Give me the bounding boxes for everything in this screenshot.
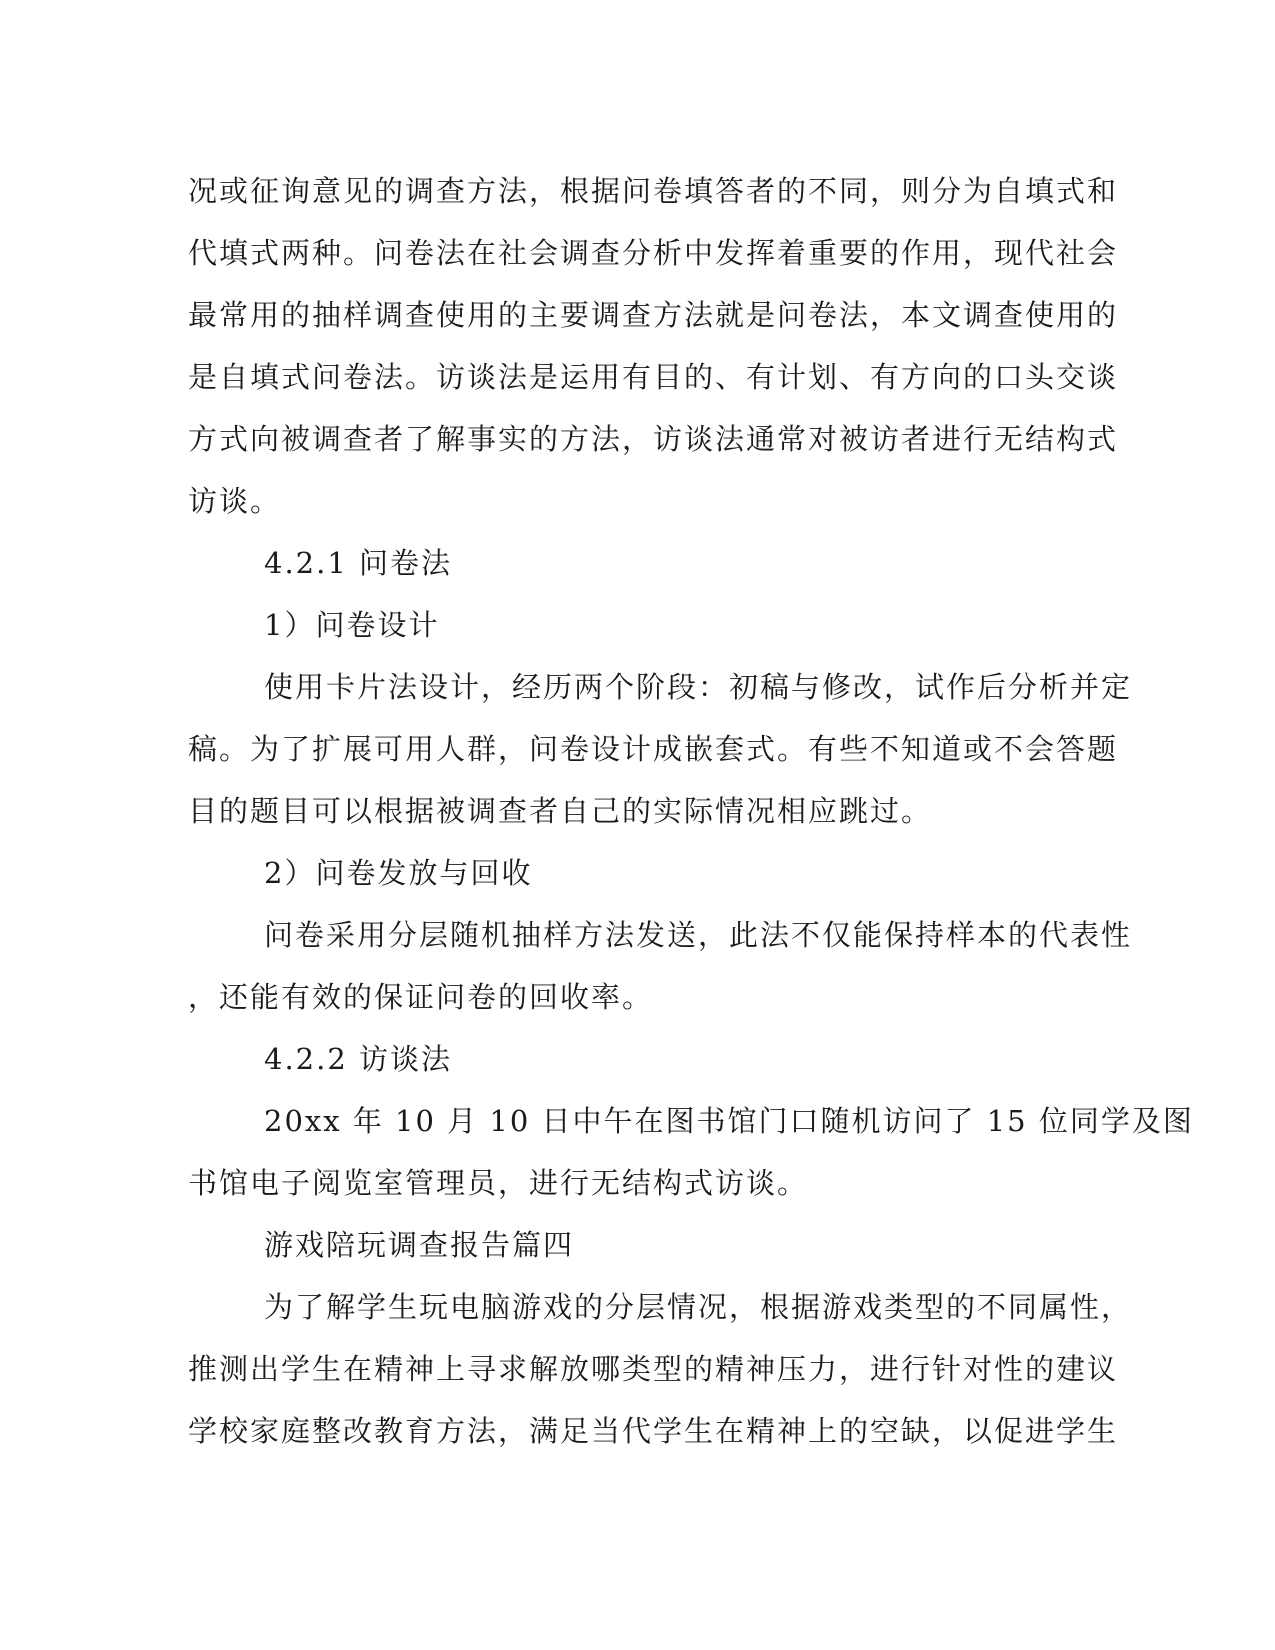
- subsection-heading-distribution: 2）问卷发放与回收: [264, 856, 533, 890]
- report-section-title: 游戏陪玩调查报告篇四: [264, 1228, 575, 1262]
- body-text-line: 最常用的抽样调查使用的主要调查方法就是问卷法，本文调查使用的: [188, 298, 1119, 332]
- subsection-heading-questionnaire-design: 1）问卷设计: [264, 608, 440, 642]
- body-text-line: ，还能有效的保证问卷的回收率。: [188, 980, 654, 1014]
- section-heading-4-2-2: 4.2.2 访谈法: [264, 1042, 453, 1076]
- paragraph-first-line: 为了解学生玩电脑游戏的分层情况，根据游戏类型的不同属性，: [264, 1290, 1133, 1324]
- body-text-line: 况或征询意见的调查方法，根据问卷填答者的不同，则分为自填式和: [188, 174, 1119, 208]
- body-text-line: 代填式两种。问卷法在社会调查分析中发挥着重要的作用，现代社会: [188, 236, 1119, 270]
- body-text-line: 目的题目可以根据被调查者自己的实际情况相应跳过。: [188, 794, 933, 828]
- body-text-line: 推测出学生在精神上寻求解放哪类型的精神压力，进行针对性的建议: [188, 1352, 1119, 1386]
- body-text-line: 方式向被调查者了解事实的方法，访谈法通常对被访者进行无结构式: [188, 422, 1119, 456]
- body-text-line: 学校家庭整改教育方法，满足当代学生在精神上的空缺，以促进学生: [188, 1414, 1119, 1448]
- section-heading-4-2-1: 4.2.1 问卷法: [264, 546, 453, 580]
- document-body: [188, 160, 1194, 1462]
- body-text-line: 访谈。: [188, 484, 282, 518]
- paragraph-first-line: 使用卡片法设计，经历两个阶段：初稿与修改，试作后分析并定: [264, 670, 1133, 704]
- paragraph-first-line: 20xx 年 10 月 10 日中午在图书馆门口随机访问了 15 位同学及图: [264, 1104, 1194, 1138]
- body-text-line: 是自填式问卷法。访谈法是运用有目的、有计划、有方向的口头交谈: [188, 360, 1119, 394]
- body-text-line: 稿。为了扩展可用人群，问卷设计成嵌套式。有些不知道或不会答题: [188, 732, 1119, 766]
- body-text-line: 书馆电子阅览室管理员，进行无结构式访谈。: [188, 1166, 809, 1200]
- paragraph-first-line: 问卷采用分层随机抽样方法发送，此法不仅能保持样本的代表性: [264, 918, 1133, 952]
